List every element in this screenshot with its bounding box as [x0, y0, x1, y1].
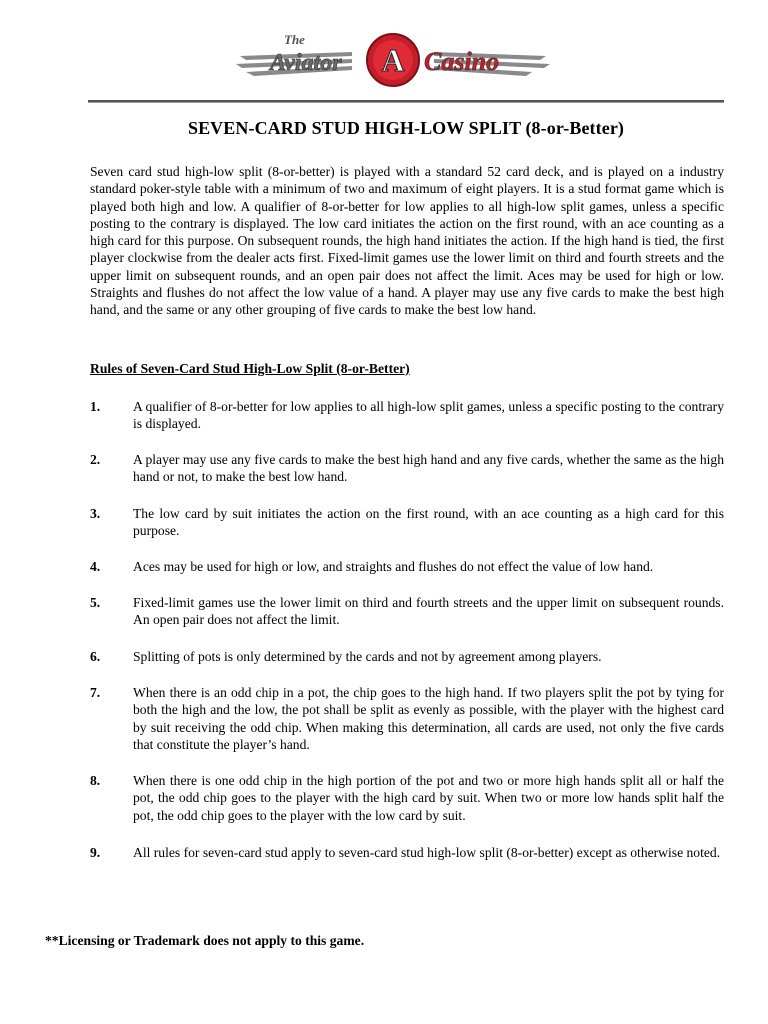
rule-number: 9.: [90, 845, 101, 860]
rules-heading: Rules of Seven-Card Stud High-Low Split (8-or-Better): [90, 361, 410, 376]
rule-number: 8.: [90, 773, 101, 788]
footnote: **Licensing or Trademark does not apply to this game.: [45, 933, 365, 948]
rule-number: 4.: [90, 559, 101, 574]
casino-logo-icon: [232, 26, 554, 88]
svg-text:The: The: [284, 32, 305, 47]
casino-logo: [232, 26, 554, 88]
document-title: SEVEN-CARD STUD HIGH-LOW SPLIT (8-or-Better): [187, 118, 625, 138]
rule-text: The low card by suit initiates the action on the first round, with an ace counting as a high card for this purpose.: [133, 506, 724, 539]
svg-text:A: A: [381, 42, 405, 78]
rule-text: A qualifier of 8-or-better for low applies to all high-low split games, unless a specific posting to the contrary is displayed.: [133, 399, 724, 432]
svg-text:Aviator: Aviator: [270, 50, 342, 76]
rule-text: Aces may be used for high or low, and straights and flushes do not effect the value of low hand.: [133, 559, 654, 574]
rule-number: 1.: [90, 399, 101, 414]
rule-text: When there is one odd chip in the high portion of the pot and two or more high hands split all or half the pot, the odd chip goes to the player with the high card by suit. When two or more low hands split half the pot, the odd chip goes to the player with the low card by suit.: [133, 773, 724, 823]
rule-text: When there is an odd chip in a pot, the chip goes to the high hand. If two players split the pot by tying for both the high and the low, the pot shall be split as evenly as possible, with the player with the highest card by suit receiving the odd chip. When making this determination, all cards are used, not only the five cards that constitute the player’s hand.: [133, 685, 724, 752]
rule-number: 2.: [90, 452, 101, 467]
rule-number: 5.: [90, 595, 101, 610]
rule-number: 3.: [90, 506, 101, 521]
rule-text: A player may use any five cards to make the best high hand and any five cards, whether the same as the high hand or not, to make the best low hand.: [133, 452, 724, 485]
rule-text: All rules for seven-card stud apply to seven-card stud high-low split (8-or-better) except as otherwise noted.: [133, 845, 721, 860]
rule-number: 6.: [90, 649, 101, 664]
svg-text:Casino: Casino: [424, 47, 500, 76]
rule-number: 7.: [90, 685, 101, 700]
header-divider: [88, 100, 724, 103]
rule-text: Fixed-limit games use the lower limit on third and fourth streets and the upper limit on subsequent rounds. An open pair does not affect the limit.: [133, 595, 724, 628]
intro-paragraph: Seven card stud high-low split (8-or-better) is played with a standard 52 card deck, and is played on a industry standard poker-style table with a minimum of two and maximum of eight players. It is a stud format game which is played both high and low. A qualifier of 8-or-better for low applies to all high-low split games, unless a specific posting to the contrary is displayed. The low card initiates the action on the first round, with an ace counting as a high card for this purpose. On subsequent rounds, the high hand initiates the action. If the high hand is tied, the first player clockwise from the dealer acts first. Fixed-limit games use the lower limit on third and fourth streets and the upper limit on subsequent rounds, and an open pair does not affect the limit. Aces may be used for high or low. Straights and flushes do not affect the low value of a hand. A player may use any five cards to make the best high hand, and the same or any other grouping of five cards to make the best low hand.: [90, 164, 724, 318]
rule-text: Splitting of pots is only determined by the cards and not by agreement among players.: [133, 649, 602, 664]
